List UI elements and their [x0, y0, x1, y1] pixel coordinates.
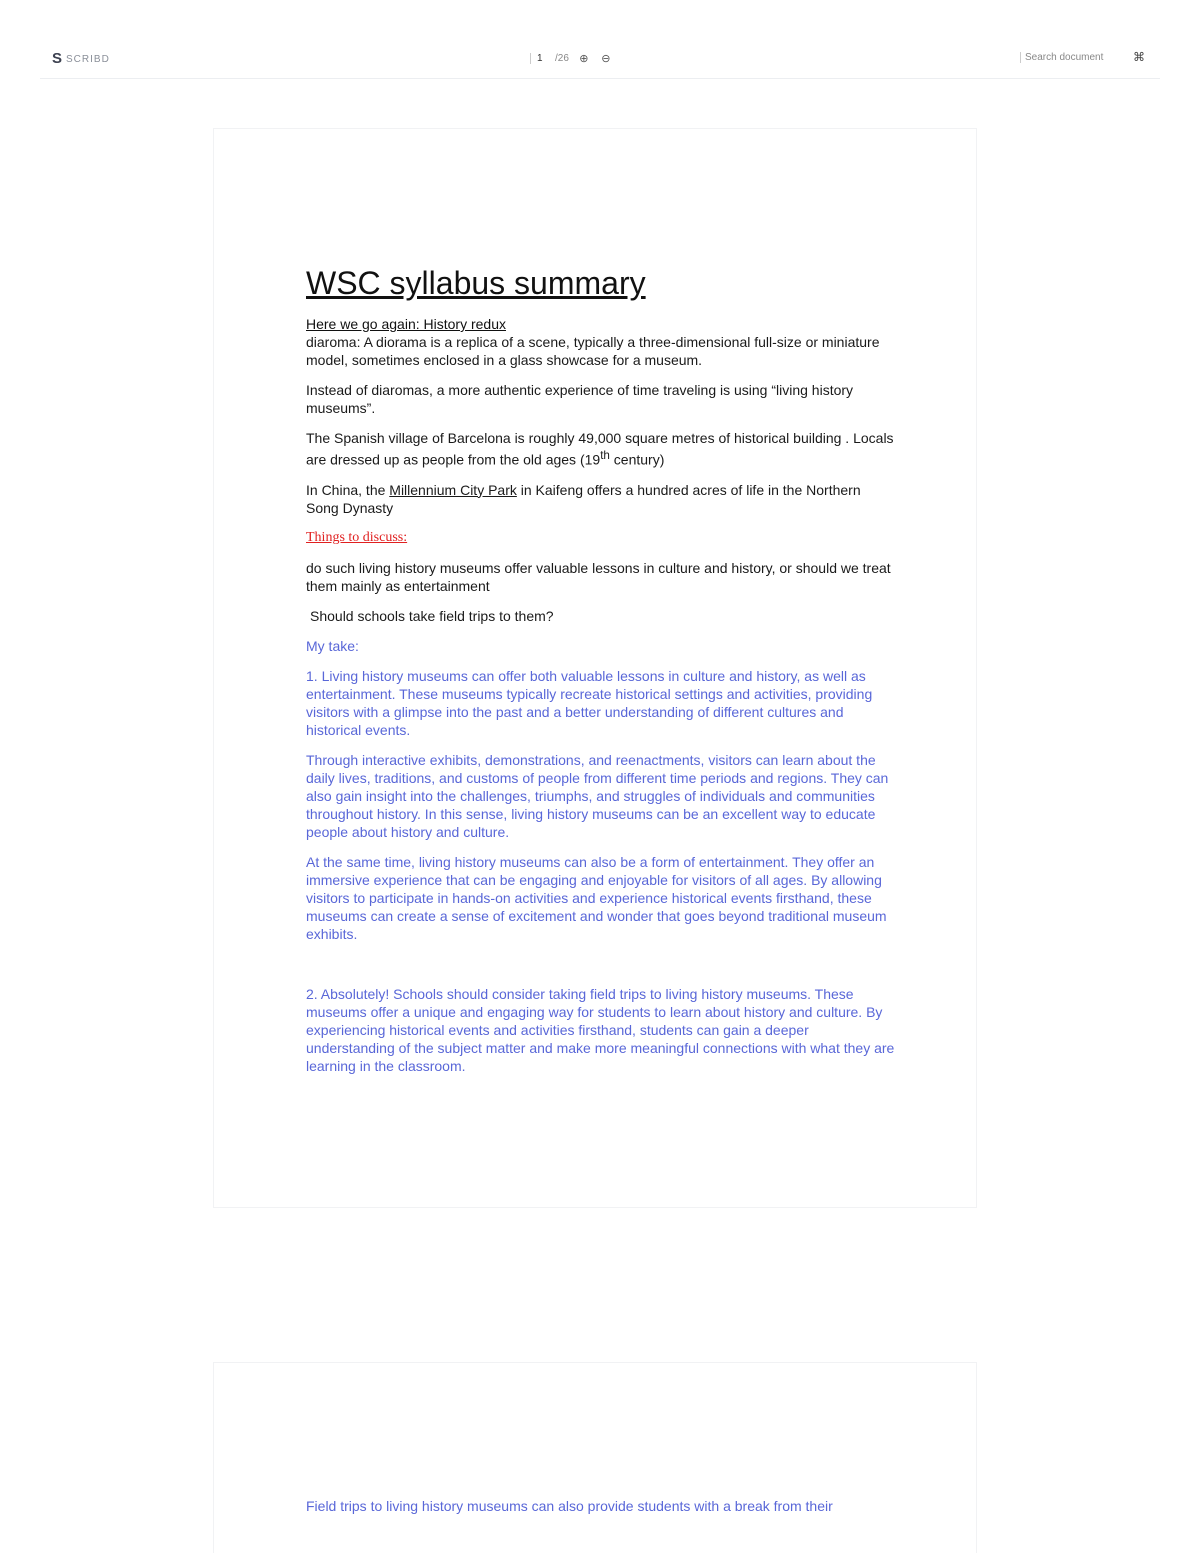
answer-paragraph-1: 1. Living history museums can offer both valuable lessons in culture and history, as well as entertainment. These museums typically recreate historical settings and activities, providing visitors with a glimpse into the past and a better understanding of different cultures and historical events.: [306, 667, 873, 738]
document-page-2: [213, 1362, 977, 1553]
paragraph-china: [306, 481, 896, 517]
paragraph-diorama: diaroma: A diorama is a replica of a scene, typically a three-dimensional full-size or miniature model, sometimes enclosed in a glass showcase for a museum.: [306, 334, 880, 368]
superscript: th: [600, 449, 610, 462]
scribd-logo-icon: S: [52, 50, 63, 67]
brand-name: SCRIBD: [66, 53, 110, 65]
search-input[interactable]: Search document: [1020, 52, 1113, 63]
my-take-heading: My take:: [306, 637, 359, 654]
china-text: In China, the: [306, 481, 390, 498]
answer-paragraph-3: At the same time, living history museums can also be a form of entertainment. They offer an immersive experience that can be engaging and enjoyable for visitors of all ages. By allowing visitors to participate in hands-on activities and experience historical events firsthand, these museums can create a sense of excitement and wonder that goes beyond traditional museum exhibits.: [306, 853, 887, 942]
brand-logo[interactable]: [52, 52, 110, 66]
page-number-input[interactable]: 1: [530, 53, 547, 64]
discuss-heading: Things to discuss:: [306, 529, 408, 545]
fullscreen-icon[interactable]: ⌘: [1133, 50, 1145, 64]
zoom-out-icon[interactable]: ⊖: [601, 53, 611, 65]
barcelona-text-end: century): [609, 451, 665, 468]
subheading: Here we go again: History redux: [306, 316, 506, 332]
millennium-city-park-link[interactable]: Millennium City Park: [389, 481, 517, 498]
question-1: do such living history museums offer valuable lessons in culture and history, or should we treat them mainly as entertainment: [306, 559, 891, 594]
page-content: [306, 265, 896, 1087]
viewer-toolbar: [40, 40, 1160, 79]
zoom-in-icon[interactable]: ⊕: [579, 53, 589, 65]
page-navigator: [530, 52, 613, 65]
answer-paragraph-4: 2. Absolutely! Schools should consider taking field trips to living history museums. These museums offer a unique and engaging way for students to learn about history and culture. By experiencing historical events and activities firsthand, students can gain a deeper understanding of the subject matter and make more meaningful connections with what they are learning in the classroom.: [306, 985, 895, 1074]
page-total: /26: [555, 53, 569, 64]
paragraph-living-history: Instead of diaromas, a more authentic experience of time traveling is using “living history museums”.: [306, 382, 854, 416]
question-2: Should schools take field trips to them?: [310, 607, 554, 624]
document-title: WSC syllabus summary: [306, 265, 646, 301]
page-content: [306, 1497, 896, 1527]
paragraph-barcelona: [306, 429, 896, 469]
spacer: [306, 955, 896, 985]
document-page-1: [213, 128, 977, 1208]
china-text-end: in Kaifeng offers a hundred acres of life in the Northern Song Dynasty: [306, 481, 861, 516]
barcelona-text: The Spanish village of Barcelona is roughly 49,000 square metres of historical building . Locals are dressed up as people from the old ages (19: [306, 430, 894, 468]
page-2-paragraph: Field trips to living history museums can also provide students with a break from their: [306, 1498, 833, 1514]
answer-paragraph-2: Through interactive exhibits, demonstrations, and reenactments, visitors can learn about the daily lives, traditions, and customs of people from different time periods and regions. They can also gain insight into the challenges, triumphs, and struggles of individuals and communities throughout history. In this sense, living history museums can be an excellent way to educate people about history and culture.: [306, 751, 889, 840]
